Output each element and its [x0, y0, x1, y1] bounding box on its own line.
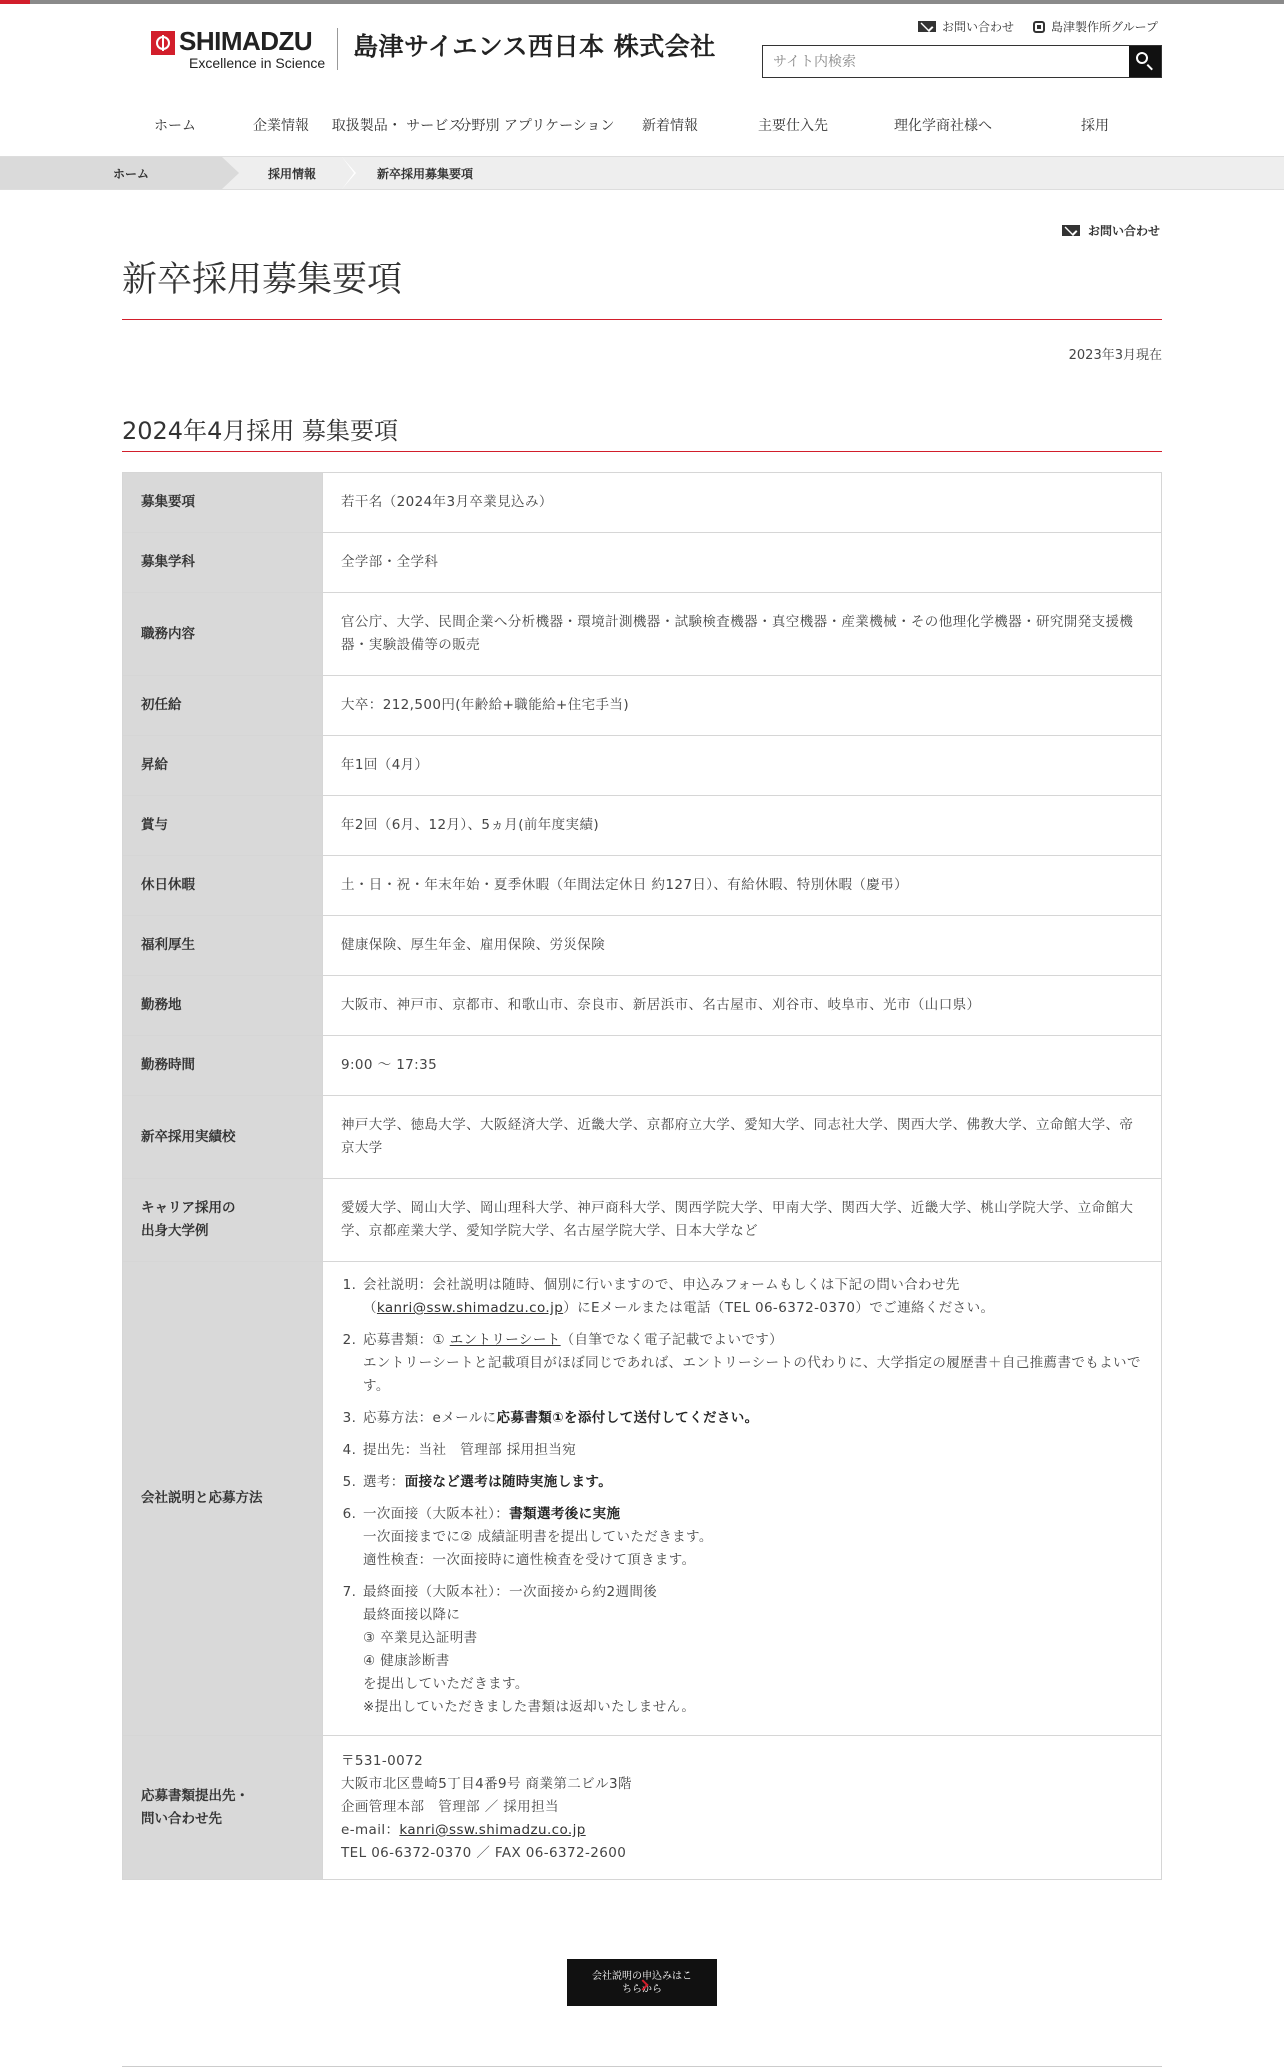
breadcrumb-recruit-label: 採用情報 — [267, 166, 316, 181]
search-input[interactable] — [763, 46, 1125, 77]
as-of-date: 2023年3月現在 — [1068, 348, 1162, 363]
contact-email-label: e-mail： — [341, 1822, 400, 1838]
row-label: 勤務地 — [123, 976, 323, 1036]
group-link-label: 島津製作所グループ — [1051, 20, 1159, 34]
page-title: 新卒採用募集要項 — [122, 260, 403, 300]
row-value: 9:00 ～ 17:35 — [323, 1036, 1162, 1096]
nav-item-products[interactable]: 取扱製品・ サービス — [331, 118, 463, 134]
logo-text: SHIMADZU — [179, 26, 313, 56]
table-row-contact — [123, 1736, 1162, 1880]
company-name: 島津サイエンス西日本 株式会社 — [353, 32, 716, 61]
table-row — [123, 856, 1162, 916]
breadcrumb-separator — [342, 157, 354, 189]
row-value: 神戸大学、徳島大学、大阪経済大学、近畿大学、京都府立大学、愛知大学、同志社大学、関西大学、佛教大学、立命館大学、帝京大学 — [323, 1096, 1162, 1179]
header-divider — [337, 28, 338, 70]
row-label: 休日休暇 — [123, 856, 323, 916]
row-value: 年1回（4月） — [323, 736, 1162, 796]
mail-icon — [918, 21, 936, 32]
step-2 — [361, 1329, 1143, 1398]
page-contact-label: お問い合わせ — [1088, 224, 1161, 238]
table-row — [123, 976, 1162, 1036]
step-6-bold: 書類選考後に実施 — [509, 1506, 621, 1522]
row-label: 新卒採用実績校 — [123, 1096, 323, 1179]
step-6-text-b: 一次面接までに② 成績証明書を提出していただきます。 適性検査：一次面接時に適性検査を受けて頂きます。 — [363, 1529, 713, 1568]
table-row — [123, 1179, 1162, 1262]
shimadzu-logo[interactable] — [151, 26, 326, 74]
section-rule — [122, 451, 1162, 452]
title-rule — [122, 319, 1162, 320]
row-label: 応募書類提出先・ 問い合わせ先 — [123, 1736, 323, 1880]
steps-list — [341, 1274, 1143, 1719]
breadcrumb — [0, 156, 1284, 190]
breadcrumb-recruit[interactable] — [222, 157, 342, 189]
row-value: 全学部・全学科 — [323, 533, 1162, 593]
global-nav — [122, 102, 1162, 150]
section-title: 2024年4月採用 募集要項 — [122, 417, 398, 445]
breadcrumb-home[interactable]: ホーム — [0, 157, 222, 189]
header-contact-label: お問い合わせ — [942, 20, 1015, 34]
row-value: 若干名（2024年3月卒業見込み） — [323, 473, 1162, 533]
row-label: 募集要項 — [123, 473, 323, 533]
row-label: 勤務時間 — [123, 1036, 323, 1096]
email-link[interactable]: kanri@ssw.shimadzu.co.jp — [376, 1300, 564, 1316]
site-search — [762, 45, 1162, 78]
step-3 — [361, 1407, 1143, 1430]
apply-button-label: 会社説明の申込みはこちらから — [592, 1970, 692, 1995]
table-row-application-method — [123, 1262, 1162, 1736]
contact-tel: TEL 06-6372-0370 ／ FAX 06-6372-2600 — [341, 1845, 627, 1861]
row-label: 福利厚生 — [123, 916, 323, 976]
table-row — [123, 533, 1162, 593]
footer-divider — [122, 2066, 1162, 2067]
application-steps — [323, 1262, 1162, 1736]
table-row — [123, 1096, 1162, 1179]
row-value: 官公庁、大学、民間企業へ分析機器・環境計測機器・試験検査機器・真空機器・産業機械・その他理化学機器・研究開発支援機器・実験設備等の販売 — [323, 593, 1162, 676]
step-5-text-a: 選考： — [363, 1474, 405, 1490]
contact-info — [323, 1736, 1162, 1880]
step-1 — [361, 1274, 1143, 1320]
row-label: キャリア採用の 出身大学例 — [123, 1179, 323, 1262]
row-label: 会社説明と応募方法 — [123, 1262, 323, 1736]
search-icon[interactable] — [1129, 46, 1161, 77]
page-contact-link[interactable] — [1062, 222, 1160, 239]
table-row — [123, 593, 1162, 676]
nav-item-company[interactable]: 企業情報 — [253, 118, 309, 134]
contact-email-link[interactable]: kanri@ssw.shimadzu.co.jp — [399, 1822, 586, 1838]
nav-item-home[interactable]: ホーム — [154, 118, 196, 134]
recruitment-table — [122, 472, 1162, 1880]
logo-tagline: Excellence in Science — [189, 55, 326, 71]
step-2-text-b: （自筆でなく電子記載でよいです） エントリーシートと記載項目がほぼ同じであれば、エントリーシートの代わりに、大学指定の履歴書＋自己推薦書でもよいです。 — [363, 1332, 1141, 1394]
entry-sheet-link[interactable]: エントリーシート — [449, 1332, 561, 1348]
mail-icon — [1062, 225, 1080, 236]
briefing-apply-button[interactable] — [567, 1959, 717, 2006]
contact-dept: 企画管理本部 管理部 ／ 採用担当 — [341, 1799, 559, 1815]
contact-address: 大阪市北区豊崎5丁目4番9号 商業第二ビル3階 — [341, 1776, 632, 1792]
step-6-text-a: 一次面接（大阪本社）： — [363, 1506, 510, 1522]
contact-email-line — [341, 1819, 1143, 1842]
top-accent-line — [0, 0, 1284, 4]
nav-item-news[interactable]: 新着情報 — [642, 118, 698, 134]
breadcrumb-current: 新卒採用募集要項 — [377, 166, 474, 181]
row-value: 愛媛大学、岡山大学、岡山理科大学、神戸商科大学、関西学院大学、甲南大学、関西大学、近畿大学、桃山学院大学、立命館大学、京都産業大学、愛知学院大学、名古屋学院大学、日本大学など — [323, 1179, 1162, 1262]
row-label: 賞与 — [123, 796, 323, 856]
step-4: 4. 提出先：当社 管理部 採用担当宛 — [361, 1439, 1143, 1462]
table-row — [123, 736, 1162, 796]
row-value: 大阪市、神戸市、京都市、和歌山市、奈良市、新居浜市、名古屋市、刈谷市、岐阜市、光市（山口県） — [323, 976, 1162, 1036]
top-accent-red — [0, 0, 30, 4]
row-value: 土・日・祝・年末年始・夏季休暇（年間法定休日 約127日）、有給休暇、特別休暇（慶弔） — [323, 856, 1162, 916]
table-row — [123, 676, 1162, 736]
table-row — [123, 473, 1162, 533]
step-3-bold: 応募書類①を添付して送付してください。 — [496, 1410, 759, 1426]
step-2-text-a: 応募書類：① — [363, 1332, 450, 1348]
step-1-text-b: ）にEメールまたは電話（TEL 06-6372-0370）でご連絡ください。 — [563, 1300, 995, 1316]
step-3-text-a: 応募方法：eメールに — [363, 1410, 497, 1426]
step-7: 7. 最終面接（大阪本社）：一次面接から約2週間後 最終面接以降に ③ 卒業見込証明書 ④ 健康診断書 を提出していただきます。 ※提出していただきました書類は返却いたしません。 — [361, 1581, 1143, 1719]
step-5 — [361, 1471, 1143, 1494]
group-icon — [1033, 21, 1045, 33]
step-6 — [361, 1503, 1143, 1572]
row-label: 募集学科 — [123, 533, 323, 593]
row-value: 年2回（6月、12月）、5ヵ月(前年度実績) — [323, 796, 1162, 856]
row-label: 初任給 — [123, 676, 323, 736]
row-value: 健康保険、厚生年金、雇用保険、労災保険 — [323, 916, 1162, 976]
row-label: 職務内容 — [123, 593, 323, 676]
header-contact-link[interactable] — [918, 18, 1014, 35]
nav-item-recruit[interactable]: 採用 — [1081, 118, 1109, 134]
step-5-bold: 面接など選考は随時実施します。 — [404, 1474, 613, 1490]
table-row — [123, 796, 1162, 856]
table-row — [123, 1036, 1162, 1096]
row-label: 昇給 — [123, 736, 323, 796]
nav-item-applications[interactable]: 分野別 アプリケーション — [457, 118, 615, 134]
table-row — [123, 916, 1162, 976]
step-1-text-a: 会社説明：会社説明は随時、個別に行いますので、申込みフォームもしくは下記の問い合わせ先（ — [363, 1277, 960, 1316]
row-value: 大卒：212,500円(年齢給+職能給+住宅手当) — [323, 676, 1162, 736]
nav-item-suppliers[interactable]: 主要仕入先 — [758, 118, 828, 134]
contact-zip: 〒531-0072 — [341, 1753, 424, 1769]
group-link[interactable] — [1033, 18, 1158, 35]
shimadzu-logo-icon — [151, 31, 175, 55]
nav-item-dealers[interactable]: 理化学商社様へ — [894, 118, 992, 134]
